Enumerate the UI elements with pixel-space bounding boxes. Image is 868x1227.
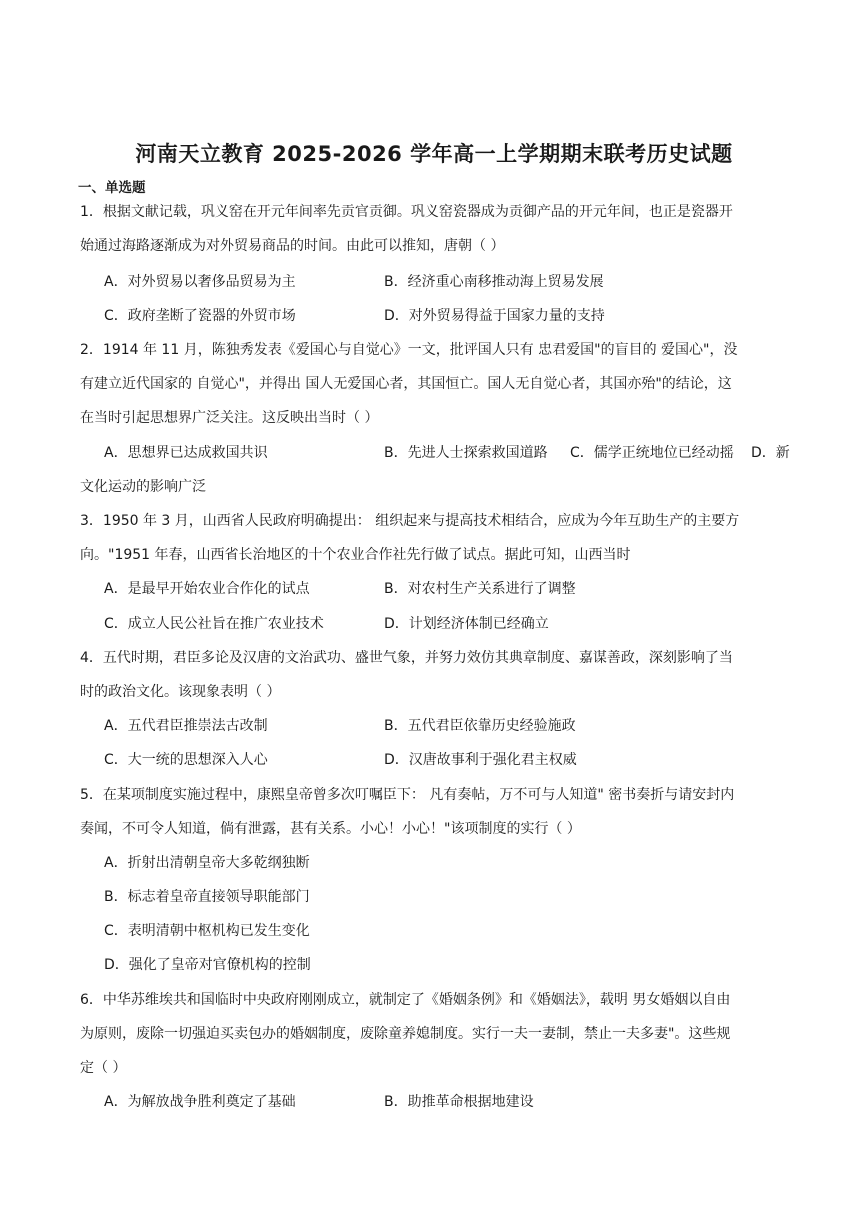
exam-title: 河南天立教育 2025-2026 学年高一上学期期末联考历史试题: [135, 142, 733, 166]
option-a: A．为解放战争胜利奠定了基础: [104, 1094, 296, 1110]
option-b: B．五代君臣依靠历史经验施政: [384, 718, 576, 734]
question-stem-line: 为原则，废除一切强迫买卖包办的婚姻制度，废除童养媳制度。实行一夫一妻制，禁止一夫多妻"。这些规: [80, 1026, 731, 1042]
question-stem-line: 时的政治文化。该现象表明（ ）: [80, 684, 281, 700]
question-stem-line: 3．1950 年 3 月，山西省人民政府明确提出： 组织起来与提高技术相结合，应成为今年互助生产的主要方: [80, 513, 740, 529]
question-stem-line: 奏闻，不可令人知道，倘有泄露，甚有关系。小心！小心！"该项制度的实行（ ）: [80, 821, 581, 837]
section-heading: 一、单选题: [78, 180, 146, 196]
question-stem-line: 有建立近代国家的 自觉心"，并得出 国人无爱国心者，其国恒亡。国人无自觉心者，其国亦殆"的结论，这: [80, 376, 732, 392]
option-d: D．计划经济体制已经确立: [384, 616, 549, 632]
option-c: C．政府垄断了瓷器的外贸市场: [104, 308, 296, 324]
question-stem-line: 向。"1951 年春，山西省长治地区的十个农业合作社先行做了试点。据此可知，山西当时: [80, 547, 631, 563]
question-stem-line: 1．根据文献记载，巩义窑在开元年间率先贡官贡御。巩义窑瓷器成为贡御产品的开元年间，也正是瓷器开: [80, 204, 733, 220]
question-stem-line: 5．在某项制度实施过程中，康熙皇帝曾多次叮嘱臣下： 凡有奏帖，万不可与人知道" 密书奏折与请安封内: [80, 787, 735, 803]
question-stem-line: 定（ ）: [80, 1060, 127, 1076]
option-b: B．助推革命根据地建设: [384, 1094, 534, 1110]
option-b: B．对农村生产关系进行了调整: [384, 581, 576, 597]
question-stem-line: 4．五代时期，君臣多论及汉唐的文治武功、盛世气象，并努力效仿其典章制度、嘉谋善政，深刻影响了当: [80, 650, 733, 666]
option-a: A．对外贸易以奢侈品贸易为主: [104, 274, 296, 290]
question-stem-line: 2．1914 年 11 月，陈独秀发表《爱国心与自觉心》一文，批评国人只有 忠君爱国"的盲目的 爱国心"，没: [80, 342, 738, 358]
option-a: A．是最早开始农业合作化的试点: [104, 581, 310, 597]
option-b: B．先进人士探索救国道路: [384, 445, 548, 461]
option-d: D．汉唐故事利于强化君主权威: [384, 752, 577, 768]
question-stem-line: 始通过海路逐渐成为对外贸易商品的时间。由此可以推知，唐朝（ ）: [80, 238, 505, 254]
option-d-continued: 文化运动的影响广泛: [80, 479, 206, 495]
option-a: A．五代君臣推崇法古改制: [104, 718, 268, 734]
option-c: C．成立人民公社旨在推广农业技术: [104, 616, 324, 632]
option-b: B．标志着皇帝直接领导职能部门: [104, 889, 310, 905]
question-stem-line: 在当时引起思想界广泛关注。这反映出当时（ ）: [80, 410, 379, 426]
option-a: A．思想界已达成救国共识: [104, 445, 268, 461]
question-stem-line: 6．中华苏维埃共和国临时中央政府刚刚成立，就制定了《婚姻条例》和《婚姻法》，载明 男女婚姻以自由: [80, 992, 731, 1008]
option-d: D．新: [751, 445, 790, 461]
option-d: D．强化了皇帝对官僚机构的控制: [104, 957, 311, 973]
option-b: B．经济重心南移推动海上贸易发展: [384, 274, 604, 290]
option-a: A．折射出清朝皇帝大多乾纲独断: [104, 855, 310, 871]
option-c: C．表明清朝中枢机构已发生变化: [104, 923, 310, 939]
option-c: C．儒学正统地位已经动摇: [570, 445, 734, 461]
option-d: D．对外贸易得益于国家力量的支持: [384, 308, 605, 324]
option-c: C．大一统的思想深入人心: [104, 752, 268, 768]
